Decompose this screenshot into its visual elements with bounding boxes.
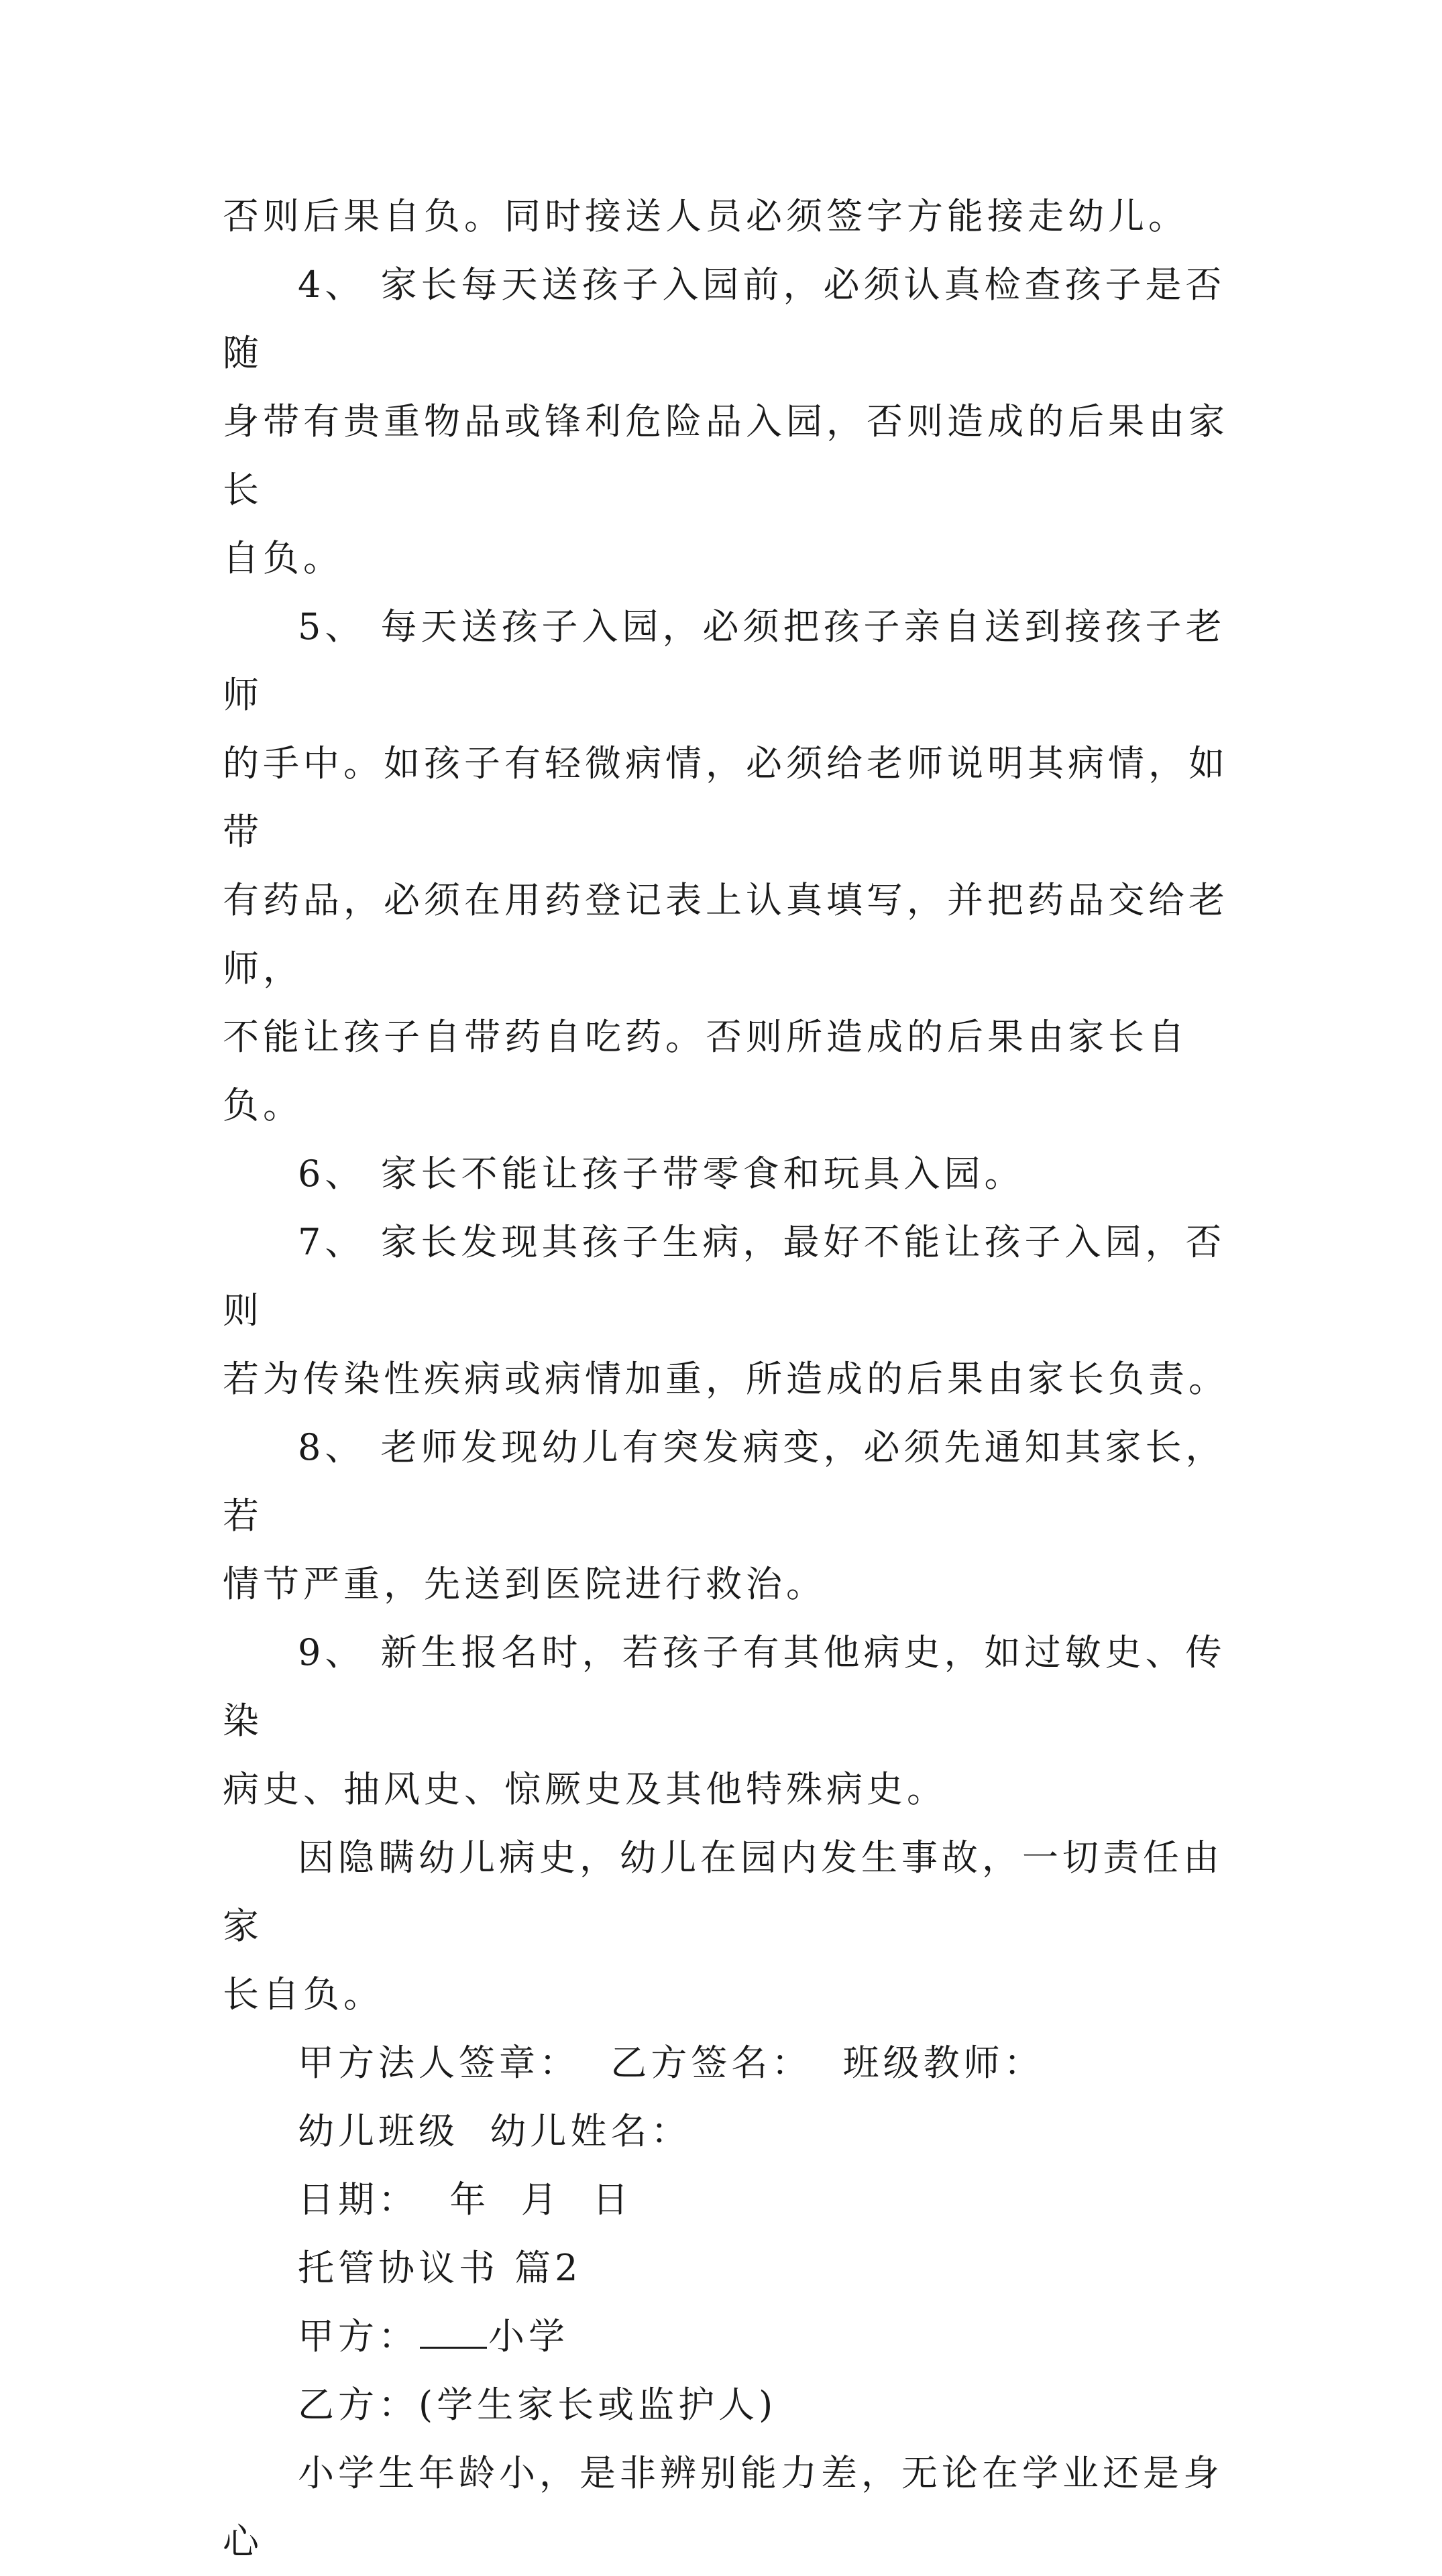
text-line: 不能让孩子自带药自吃药。否则所造成的后果由家长自负。: [223, 1016, 1188, 1126]
party-a-label: 甲方：: [298, 2315, 419, 2357]
text-line: 否则后果自负。同时接送人员必须签字方能接走幼儿。: [223, 195, 1188, 237]
signature-line: 甲方法人签章： 乙方签名： 班级教师：: [298, 2042, 1044, 2084]
text-line: 的手中。如孩子有轻微病情，必须给老师说明其病情，如带: [223, 742, 1229, 853]
text-line: 自负。: [223, 537, 343, 579]
text-line: 长自负。: [223, 1973, 384, 2015]
party-a-blank: [420, 2316, 487, 2349]
party-a-suffix: 小学: [488, 2315, 569, 2357]
party-a-line: [223, 2302, 1229, 2371]
clause-7-line: 7、 家长发现其孩子生病，最好不能让孩子入园，否则: [223, 1221, 1226, 1332]
text-line: 病史、抽风史、惊厥史及其他特殊病史。: [223, 1768, 947, 1810]
text-line: 有药品，必须在用药登记表上认真填写，并把药品交给老师，: [223, 879, 1229, 990]
clause-6-line: 6、 家长不能让孩子带零食和玩具入园。: [298, 1153, 1025, 1195]
clause-4-line: 4、 家长每天送孩子入园前，必须认真检查孩子是否随: [223, 264, 1226, 374]
text-line: 若为传染性疾病或病情加重，所造成的后果由家长负责。: [223, 1358, 1229, 1400]
document-body: [223, 182, 1229, 2576]
date-line: 日期： 年 月 日: [298, 2178, 632, 2221]
text-line: 身带有贵重物品或锋利危险品入园，否则造成的后果由家长: [223, 400, 1229, 511]
section-title: 托管协议书 篇2: [298, 2247, 582, 2289]
clause-9-line: 9、 新生报名时，若孩子有其他病史，如过敏史、传染: [223, 1631, 1226, 1742]
clause-5-line: 5、 每天送孩子入园，必须把孩子亲自送到接孩子老师: [223, 605, 1226, 716]
text-line: 情节严重，先送到医院进行救治。: [223, 1563, 826, 1605]
child-info-line: 幼儿班级 幼儿姓名：: [298, 2110, 691, 2152]
clause-8-line: 8、 老师发现幼儿有突发病变，必须先通知其家长，若: [223, 1426, 1226, 1537]
liability-line: 因隐瞒幼儿病史，幼儿在园内发生事故，一切责任由家: [223, 1836, 1223, 1947]
intro-line: 小学生年龄小，是非辨别能力差，无论在学业还是身心: [223, 2452, 1223, 2563]
party-b-line: 乙方：(学生家长或监护人): [298, 2384, 777, 2426]
